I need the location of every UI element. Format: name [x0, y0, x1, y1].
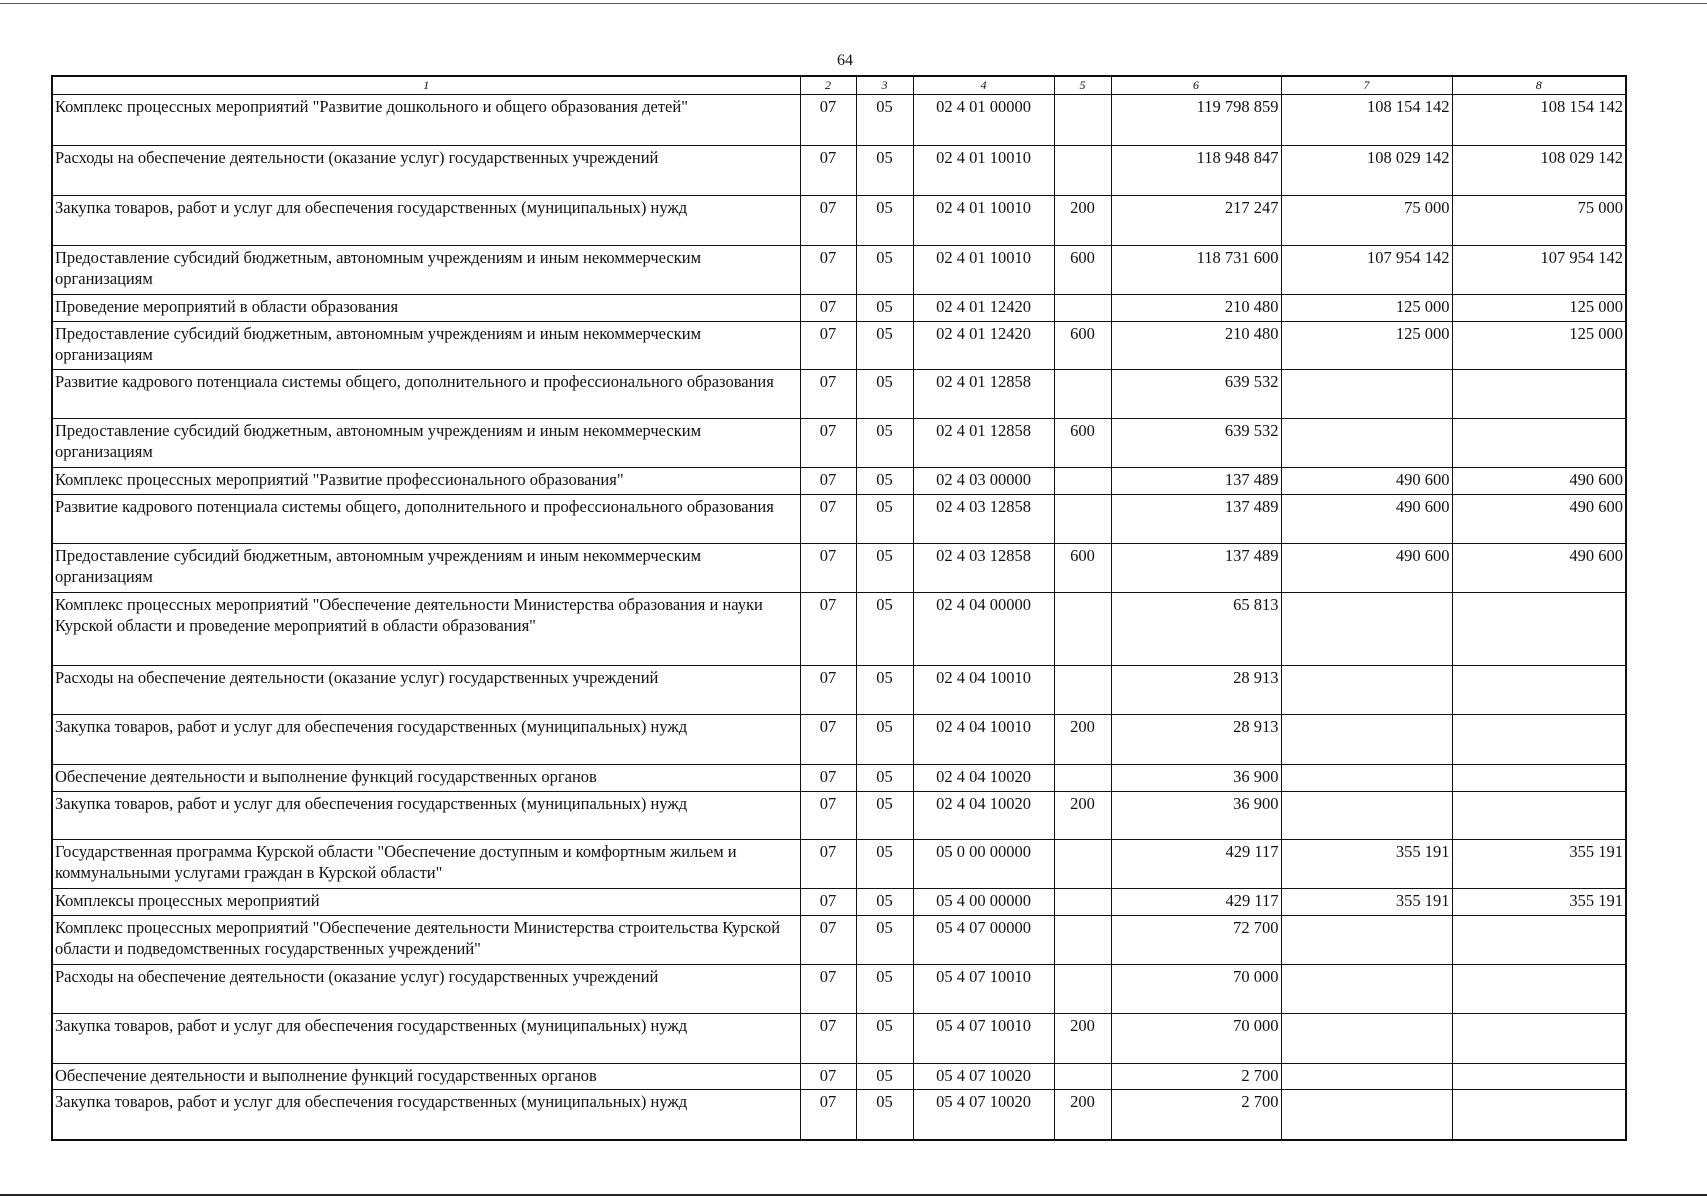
cell-expense-type — [1054, 592, 1111, 665]
cell-subsection: 05 — [856, 592, 913, 665]
cell-amount-col7 — [1281, 419, 1452, 468]
cell-section: 07 — [800, 494, 856, 543]
cell-amount-col6: 36 900 — [1111, 791, 1281, 840]
table-row — [52, 95, 1626, 146]
scan-edge-bottom — [0, 1194, 1707, 1196]
cell-amount-col8 — [1452, 1090, 1626, 1140]
cell-section: 07 — [800, 95, 856, 146]
cell-amount-col7: 490 600 — [1281, 494, 1452, 543]
cell-name: Закупка товаров, работ и услуг для обеспечения государственных (муниципальных) нужд — [52, 715, 800, 765]
cell-section: 07 — [800, 1090, 856, 1140]
header-col-7: 7 — [1281, 76, 1452, 95]
cell-amount-col6: 65 813 — [1111, 592, 1281, 665]
cell-subsection: 05 — [856, 294, 913, 321]
cell-target-article: 02 4 04 10020 — [913, 764, 1054, 791]
table-row — [52, 468, 1626, 495]
cell-section: 07 — [800, 543, 856, 592]
table-row — [52, 1063, 1626, 1090]
table-row — [52, 494, 1626, 543]
cell-subsection: 05 — [856, 715, 913, 765]
scan-edge-top — [0, 3, 1707, 4]
table-row — [52, 196, 1626, 246]
table-body — [52, 95, 1626, 1141]
cell-amount-col8: 355 191 — [1452, 840, 1626, 889]
cell-subsection: 05 — [856, 889, 913, 916]
cell-amount-col7: 108 029 142 — [1281, 146, 1452, 196]
table-row — [52, 1013, 1626, 1063]
cell-subsection: 05 — [856, 95, 913, 146]
cell-amount-col7 — [1281, 666, 1452, 715]
cell-target-article: 02 4 01 12420 — [913, 294, 1054, 321]
cell-amount-col6: 217 247 — [1111, 196, 1281, 246]
cell-subsection: 05 — [856, 494, 913, 543]
cell-expense-type — [1054, 1063, 1111, 1090]
cell-expense-type — [1054, 146, 1111, 196]
cell-name: Комплекс процессных мероприятий "Обеспечение деятельности Министерства строительства Курской области и подведомственных государственных учреждений" — [52, 915, 800, 964]
cell-amount-col6: 2 700 — [1111, 1063, 1281, 1090]
cell-amount-col8 — [1452, 1063, 1626, 1090]
budget-table — [51, 75, 1627, 1141]
table-row — [52, 915, 1626, 964]
cell-amount-col6: 137 489 — [1111, 543, 1281, 592]
cell-subsection: 05 — [856, 964, 913, 1013]
cell-name: Предоставление субсидий бюджетным, автономным учреждениям и иным некоммерческим организациям — [52, 543, 800, 592]
cell-subsection: 05 — [856, 1013, 913, 1063]
cell-subsection: 05 — [856, 146, 913, 196]
cell-target-article: 02 4 04 10010 — [913, 666, 1054, 715]
cell-section: 07 — [800, 964, 856, 1013]
cell-target-article: 05 0 00 00000 — [913, 840, 1054, 889]
cell-amount-col6: 639 532 — [1111, 370, 1281, 419]
cell-amount-col6: 210 480 — [1111, 321, 1281, 370]
cell-subsection: 05 — [856, 791, 913, 840]
cell-amount-col8 — [1452, 1013, 1626, 1063]
cell-name: Комплекс процессных мероприятий "Обеспечение деятельности Министерства образования и науки Курской области и проведение мероприятий в области образования" — [52, 592, 800, 665]
table-row — [52, 592, 1626, 665]
cell-subsection: 05 — [856, 1063, 913, 1090]
cell-target-article: 05 4 00 00000 — [913, 889, 1054, 916]
cell-expense-type — [1054, 964, 1111, 1013]
cell-name: Расходы на обеспечение деятельности (оказание услуг) государственных учреждений — [52, 666, 800, 715]
cell-section: 07 — [800, 370, 856, 419]
cell-target-article: 02 4 01 00000 — [913, 95, 1054, 146]
table-row — [52, 370, 1626, 419]
cell-target-article: 02 4 03 12858 — [913, 543, 1054, 592]
cell-amount-col8: 355 191 — [1452, 889, 1626, 916]
cell-subsection: 05 — [856, 915, 913, 964]
cell-name: Обеспечение деятельности и выполнение функций государственных органов — [52, 764, 800, 791]
cell-section: 07 — [800, 791, 856, 840]
cell-amount-col6: 137 489 — [1111, 468, 1281, 495]
cell-target-article: 05 4 07 10010 — [913, 1013, 1054, 1063]
cell-subsection: 05 — [856, 840, 913, 889]
cell-amount-col7 — [1281, 715, 1452, 765]
cell-subsection: 05 — [856, 419, 913, 468]
cell-subsection: 05 — [856, 246, 913, 295]
cell-amount-col8: 490 600 — [1452, 543, 1626, 592]
header-row — [52, 76, 1626, 95]
cell-amount-col7 — [1281, 592, 1452, 665]
header-col-3: 3 — [856, 76, 913, 95]
cell-target-article: 02 4 01 10010 — [913, 246, 1054, 295]
cell-section: 07 — [800, 321, 856, 370]
cell-amount-col8 — [1452, 370, 1626, 419]
cell-name: Развитие кадрового потенциала системы общего, дополнительного и профессионального образования — [52, 494, 800, 543]
cell-amount-col7 — [1281, 915, 1452, 964]
cell-amount-col6: 210 480 — [1111, 294, 1281, 321]
cell-amount-col8: 490 600 — [1452, 494, 1626, 543]
cell-amount-col8: 107 954 142 — [1452, 246, 1626, 295]
cell-section: 07 — [800, 246, 856, 295]
cell-expense-type: 600 — [1054, 321, 1111, 370]
cell-subsection: 05 — [856, 666, 913, 715]
cell-amount-col7 — [1281, 964, 1452, 1013]
cell-amount-col8 — [1452, 764, 1626, 791]
cell-subsection: 05 — [856, 1090, 913, 1140]
header-col-1: 1 — [52, 76, 800, 95]
cell-amount-col7: 107 954 142 — [1281, 246, 1452, 295]
cell-amount-col7 — [1281, 1013, 1452, 1063]
cell-section: 07 — [800, 146, 856, 196]
cell-section: 07 — [800, 294, 856, 321]
cell-amount-col8: 108 029 142 — [1452, 146, 1626, 196]
cell-name: Государственная программа Курской области "Обеспечение доступным и комфортным жильем и коммунальными услугами граждан в Курской области" — [52, 840, 800, 889]
cell-amount-col8 — [1452, 666, 1626, 715]
cell-expense-type — [1054, 370, 1111, 419]
cell-target-article: 05 4 07 10020 — [913, 1063, 1054, 1090]
cell-subsection: 05 — [856, 764, 913, 791]
cell-section: 07 — [800, 915, 856, 964]
cell-section: 07 — [800, 764, 856, 791]
cell-amount-col8: 108 154 142 — [1452, 95, 1626, 146]
cell-target-article: 05 4 07 00000 — [913, 915, 1054, 964]
cell-section: 07 — [800, 840, 856, 889]
cell-target-article: 05 4 07 10010 — [913, 964, 1054, 1013]
table-row — [52, 321, 1626, 370]
cell-amount-col7: 355 191 — [1281, 889, 1452, 916]
cell-amount-col8 — [1452, 419, 1626, 468]
cell-name: Расходы на обеспечение деятельности (оказание услуг) государственных учреждений — [52, 964, 800, 1013]
cell-amount-col6: 639 532 — [1111, 419, 1281, 468]
cell-name: Комплекс процессных мероприятий "Развитие дошкольного и общего образования детей" — [52, 95, 800, 146]
header-col-5: 5 — [1054, 76, 1111, 95]
cell-expense-type — [1054, 764, 1111, 791]
cell-amount-col7: 75 000 — [1281, 196, 1452, 246]
cell-amount-col7 — [1281, 791, 1452, 840]
cell-section: 07 — [800, 715, 856, 765]
cell-section: 07 — [800, 889, 856, 916]
cell-amount-col7: 108 154 142 — [1281, 95, 1452, 146]
cell-amount-col8 — [1452, 715, 1626, 765]
cell-expense-type — [1054, 666, 1111, 715]
cell-name: Предоставление субсидий бюджетным, автономным учреждениям и иным некоммерческим организациям — [52, 419, 800, 468]
table-row — [52, 764, 1626, 791]
header-col-4: 4 — [913, 76, 1054, 95]
cell-name: Комплексы процессных мероприятий — [52, 889, 800, 916]
cell-name: Закупка товаров, работ и услуг для обеспечения государственных (муниципальных) нужд — [52, 791, 800, 840]
cell-name: Обеспечение деятельности и выполнение функций государственных органов — [52, 1063, 800, 1090]
cell-amount-col6: 28 913 — [1111, 715, 1281, 765]
cell-amount-col7: 125 000 — [1281, 294, 1452, 321]
table-row — [52, 146, 1626, 196]
cell-target-article: 02 4 01 10010 — [913, 146, 1054, 196]
cell-amount-col8 — [1452, 915, 1626, 964]
page-number: 64 — [837, 52, 853, 69]
cell-name: Предоставление субсидий бюджетным, автономным учреждениям и иным некоммерческим организациям — [52, 246, 800, 295]
cell-expense-type — [1054, 915, 1111, 964]
cell-expense-type: 200 — [1054, 196, 1111, 246]
cell-section: 07 — [800, 1013, 856, 1063]
cell-name: Закупка товаров, работ и услуг для обеспечения государственных (муниципальных) нужд — [52, 1090, 800, 1140]
cell-amount-col6: 429 117 — [1111, 889, 1281, 916]
cell-expense-type: 200 — [1054, 791, 1111, 840]
cell-amount-col6: 70 000 — [1111, 1013, 1281, 1063]
cell-name: Предоставление субсидий бюджетным, автономным учреждениям и иным некоммерческим организациям — [52, 321, 800, 370]
cell-amount-col7 — [1281, 1090, 1452, 1140]
cell-amount-col8: 125 000 — [1452, 321, 1626, 370]
cell-target-article: 02 4 03 12858 — [913, 494, 1054, 543]
cell-amount-col8 — [1452, 592, 1626, 665]
cell-amount-col7 — [1281, 764, 1452, 791]
cell-amount-col7 — [1281, 370, 1452, 419]
cell-expense-type — [1054, 294, 1111, 321]
cell-name: Расходы на обеспечение деятельности (оказание услуг) государственных учреждений — [52, 146, 800, 196]
cell-target-article: 02 4 01 12420 — [913, 321, 1054, 370]
cell-amount-col7: 490 600 — [1281, 543, 1452, 592]
cell-expense-type: 200 — [1054, 1090, 1111, 1140]
cell-expense-type — [1054, 95, 1111, 146]
cell-subsection: 05 — [856, 370, 913, 419]
cell-amount-col8: 125 000 — [1452, 294, 1626, 321]
cell-expense-type — [1054, 468, 1111, 495]
cell-amount-col6: 118 948 847 — [1111, 146, 1281, 196]
table-row — [52, 889, 1626, 916]
cell-amount-col6: 119 798 859 — [1111, 95, 1281, 146]
table-row — [52, 246, 1626, 295]
table-row — [52, 666, 1626, 715]
cell-target-article: 02 4 01 12858 — [913, 419, 1054, 468]
cell-expense-type — [1054, 494, 1111, 543]
table-row — [52, 964, 1626, 1013]
cell-section: 07 — [800, 468, 856, 495]
cell-amount-col8 — [1452, 964, 1626, 1013]
table-row — [52, 294, 1626, 321]
table-row — [52, 791, 1626, 840]
header-col-8: 8 — [1452, 76, 1626, 95]
cell-expense-type: 200 — [1054, 715, 1111, 765]
cell-target-article: 02 4 04 10020 — [913, 791, 1054, 840]
cell-amount-col8: 490 600 — [1452, 468, 1626, 495]
cell-section: 07 — [800, 1063, 856, 1090]
cell-section: 07 — [800, 592, 856, 665]
cell-amount-col6: 28 913 — [1111, 666, 1281, 715]
cell-expense-type — [1054, 840, 1111, 889]
cell-amount-col7 — [1281, 1063, 1452, 1090]
cell-amount-col8 — [1452, 791, 1626, 840]
table-row — [52, 840, 1626, 889]
cell-target-article: 02 4 03 00000 — [913, 468, 1054, 495]
table-row — [52, 1090, 1626, 1140]
cell-amount-col6: 36 900 — [1111, 764, 1281, 791]
cell-amount-col7: 125 000 — [1281, 321, 1452, 370]
cell-name: Закупка товаров, работ и услуг для обеспечения государственных (муниципальных) нужд — [52, 1013, 800, 1063]
cell-amount-col6: 137 489 — [1111, 494, 1281, 543]
cell-target-article: 02 4 01 12858 — [913, 370, 1054, 419]
cell-subsection: 05 — [856, 321, 913, 370]
header-col-2: 2 — [800, 76, 856, 95]
cell-expense-type: 600 — [1054, 246, 1111, 295]
cell-target-article: 02 4 01 10010 — [913, 196, 1054, 246]
cell-amount-col6: 2 700 — [1111, 1090, 1281, 1140]
cell-expense-type: 200 — [1054, 1013, 1111, 1063]
cell-name: Развитие кадрового потенциала системы общего, дополнительного и профессионального образования — [52, 370, 800, 419]
cell-section: 07 — [800, 666, 856, 715]
table-row — [52, 715, 1626, 765]
cell-amount-col6: 72 700 — [1111, 915, 1281, 964]
cell-expense-type: 600 — [1054, 419, 1111, 468]
cell-name: Комплекс процессных мероприятий "Развитие профессионального образования" — [52, 468, 800, 495]
cell-expense-type: 600 — [1054, 543, 1111, 592]
table-row — [52, 543, 1626, 592]
cell-amount-col8: 75 000 — [1452, 196, 1626, 246]
cell-section: 07 — [800, 419, 856, 468]
cell-subsection: 05 — [856, 468, 913, 495]
cell-subsection: 05 — [856, 196, 913, 246]
cell-amount-col6: 70 000 — [1111, 964, 1281, 1013]
cell-amount-col7: 355 191 — [1281, 840, 1452, 889]
cell-subsection: 05 — [856, 543, 913, 592]
cell-section: 07 — [800, 196, 856, 246]
cell-name: Проведение мероприятий в области образования — [52, 294, 800, 321]
cell-amount-col7: 490 600 — [1281, 468, 1452, 495]
cell-target-article: 02 4 04 00000 — [913, 592, 1054, 665]
cell-amount-col6: 429 117 — [1111, 840, 1281, 889]
cell-expense-type — [1054, 889, 1111, 916]
table-row — [52, 419, 1626, 468]
cell-name: Закупка товаров, работ и услуг для обеспечения государственных (муниципальных) нужд — [52, 196, 800, 246]
header-col-6: 6 — [1111, 76, 1281, 95]
cell-target-article: 05 4 07 10020 — [913, 1090, 1054, 1140]
cell-amount-col6: 118 731 600 — [1111, 246, 1281, 295]
cell-target-article: 02 4 04 10010 — [913, 715, 1054, 765]
